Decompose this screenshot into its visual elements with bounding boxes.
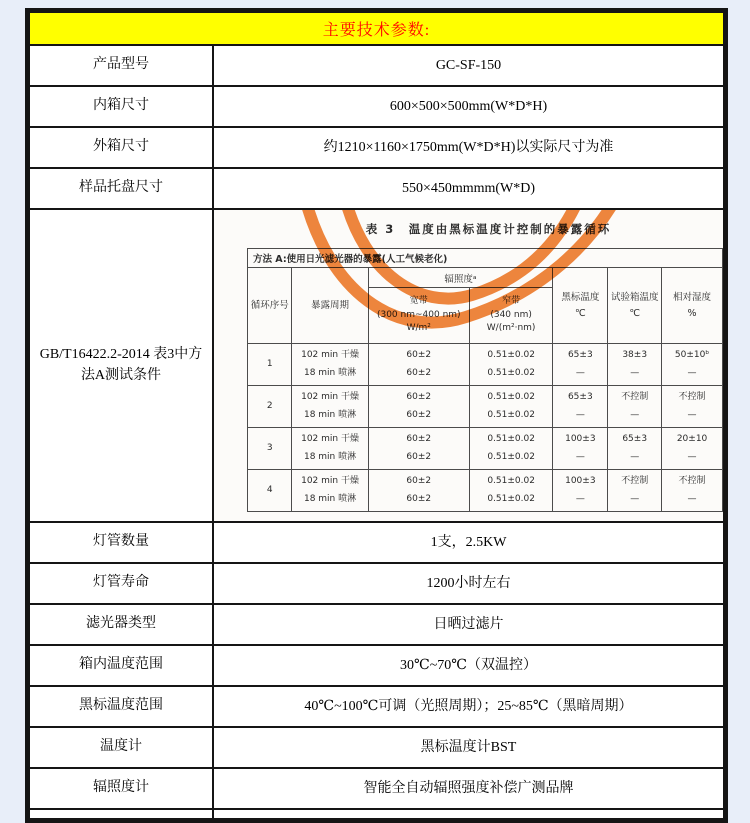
broad-spray: 60±2 [406, 367, 432, 378]
narrowband-unit: W/(m²·nm) [486, 323, 536, 334]
broad-dry: 60±2 [406, 434, 432, 445]
chamber-spray: — [630, 451, 640, 462]
chamber-dry: 65±3 [622, 434, 648, 445]
narrow-dry: 0.51±0.02 [487, 392, 535, 403]
exposure-period-cell [292, 470, 368, 512]
narrowband-cell [469, 386, 552, 428]
chamber-cell [608, 428, 662, 470]
bst-dry: 100±3 [565, 434, 596, 445]
param-value: 40℃~100℃可调（光照周期）；25~85℃（黑暗周期） [304, 698, 633, 714]
chamber-cell [608, 470, 662, 512]
sheet-title-bar [30, 13, 723, 44]
chamber-dry: 不控制 [621, 476, 649, 487]
col-cycle-no: 循环序号 [248, 268, 292, 344]
rh-dry: 不控制 [678, 476, 706, 487]
param-value: 智能全自动辐照强度补偿广测品牌 [363, 780, 574, 796]
cycle-no: 3 [248, 428, 292, 470]
chamber-spray: — [630, 493, 640, 504]
param-label: 辐照度计 [30, 769, 214, 808]
narrowband-cell [469, 470, 552, 512]
col-relative-humidity [662, 268, 723, 344]
table-row [30, 644, 723, 685]
param-value: 黑标温度计BST [420, 739, 517, 755]
rh-spray: — [687, 493, 697, 504]
cycle-no: 1 [248, 344, 292, 386]
col-chamber-unit: ℃ [629, 307, 641, 319]
gb-test-conditions-row [30, 208, 723, 521]
narrow-spray: 0.51±0.02 [487, 451, 535, 462]
table-row [30, 167, 723, 208]
table-row [30, 126, 723, 167]
period-spray: 18 min 喷淋 [303, 451, 357, 462]
scan-table-title: 表 3 温度由黑标温度计控制的暴露循环 [365, 222, 612, 236]
bst-cell [553, 428, 608, 470]
bst-cell [553, 470, 608, 512]
param-label: 外箱尺寸 [30, 128, 214, 167]
param-label: 样品托盘尺寸 [30, 169, 214, 208]
rh-spray: — [687, 367, 697, 378]
cycle-row-2 [248, 386, 723, 428]
exposure-period-cell [292, 386, 368, 428]
col-irradiance: 辐照度ᵃ [368, 268, 553, 288]
broad-dry: 60±2 [406, 476, 432, 487]
rh-dry: 50±10ᵇ [674, 350, 710, 361]
broad-dry: 60±2 [406, 392, 432, 403]
broadband-cell [368, 386, 469, 428]
bst-cell [553, 344, 608, 386]
param-label: 滤光器类型 [30, 605, 214, 644]
table-row [30, 521, 723, 562]
period-dry: 102 min 干燥 [301, 350, 359, 361]
param-value: 30℃~70℃（双温控） [400, 657, 537, 673]
narrow-dry: 0.51±0.02 [487, 434, 535, 445]
bst-spray: — [575, 451, 585, 462]
col-bst-name: 黑标温度 [561, 292, 600, 304]
method-a-header: 方法 A:使用日光滤光器的暴露(人工气候老化) [248, 249, 723, 268]
period-spray: 18 min 喷淋 [303, 367, 357, 378]
param-label: 黑标温度范围 [30, 687, 214, 726]
param-label: GB/T16422.2-2014 表3中方法A测试条件 [30, 210, 214, 521]
chamber-cell [608, 386, 662, 428]
bst-spray: — [575, 409, 585, 420]
exposure-period-cell [292, 344, 368, 386]
cycle-row-1 [248, 344, 723, 386]
cycle-no: 4 [248, 470, 292, 512]
broadband-range: (300 nm~400 nm) [376, 309, 461, 320]
broad-spray: 60±2 [406, 409, 432, 420]
rh-dry: 不控制 [678, 392, 706, 403]
narrowband-cell [469, 428, 552, 470]
param-value: 600×500×500mm(W*D*H) [389, 98, 548, 114]
period-spray: 18 min 喷淋 [303, 409, 357, 420]
broadband-name: 宽带 [409, 296, 428, 307]
chamber-spray: — [630, 367, 640, 378]
param-label: 灯管寿命 [30, 564, 214, 603]
param-value: 1支，2.5KW [430, 534, 507, 550]
exposure-period-cell [292, 428, 368, 470]
table-row [30, 85, 723, 126]
col-exposure-period: 暴露周期 [292, 268, 368, 344]
col-rh-name: 相对湿度 [673, 292, 712, 304]
cycle-no: 2 [248, 386, 292, 428]
param-label: 灯管数量 [30, 523, 214, 562]
broadband-unit: W/m² [406, 323, 431, 334]
chamber-dry: 38±3 [622, 350, 648, 361]
exposure-cycle-table [247, 248, 723, 512]
bst-spray: — [575, 493, 585, 504]
bst-dry: 65±3 [567, 392, 593, 403]
param-value: 约1210×1160×1750mm(W*D*H)以实际尺寸为准 [323, 139, 614, 155]
param-value: 550×450mmmm(W*D) [401, 180, 536, 196]
broad-dry: 60±2 [406, 350, 432, 361]
broadband-cell [368, 344, 469, 386]
broadband-cell [368, 428, 469, 470]
param-label: 内箱尺寸 [30, 87, 214, 126]
col-chamber-temp [608, 268, 662, 344]
bst-spray: — [575, 367, 585, 378]
sheet-title: 主要技术参数: [322, 22, 431, 39]
cycle-row-3 [248, 428, 723, 470]
narrowband-name: 窄带 [502, 296, 521, 307]
chamber-cell [608, 344, 662, 386]
broadband-cell [368, 470, 469, 512]
rh-spray: — [687, 451, 697, 462]
gb-table3-scan [214, 210, 723, 521]
param-value: 1200小时左右 [426, 575, 511, 591]
bst-dry: 65±3 [567, 350, 593, 361]
period-dry: 102 min 干燥 [301, 434, 359, 445]
param-value: 日晒过滤片 [433, 616, 504, 632]
rh-cell [662, 470, 723, 512]
chamber-spray: — [630, 409, 640, 420]
table-row [30, 726, 723, 767]
col-black-standard-temp [553, 268, 608, 344]
narrow-spray: 0.51±0.02 [487, 493, 535, 504]
rh-dry: 20±10 [676, 434, 708, 445]
chamber-dry: 不控制 [621, 392, 649, 403]
table-row-cutoff [30, 808, 723, 818]
table-row [30, 562, 723, 603]
period-dry: 102 min 干燥 [301, 476, 359, 487]
broad-spray: 60±2 [406, 451, 432, 462]
rh-spray: — [687, 409, 697, 420]
rh-cell [662, 386, 723, 428]
col-rh-unit: % [687, 307, 697, 319]
narrow-spray: 0.51±0.02 [487, 409, 535, 420]
table-row [30, 603, 723, 644]
param-label: 温度计 [30, 728, 214, 767]
col-chamber-name: 试验箱温度 [610, 292, 659, 304]
param-label [30, 810, 214, 818]
rh-cell [662, 428, 723, 470]
broad-spray: 60±2 [406, 493, 432, 504]
narrow-spray: 0.51±0.02 [487, 367, 535, 378]
cycle-row-4 [248, 470, 723, 512]
param-value: GC-SF-150 [435, 57, 502, 73]
bst-dry: 100±3 [565, 476, 596, 487]
col-bst-unit: ℃ [574, 307, 586, 319]
narrowband-range: (340 nm) [490, 309, 532, 320]
param-value [214, 810, 723, 818]
rh-cell [662, 344, 723, 386]
param-label: 箱内温度范围 [30, 646, 214, 685]
col-narrowband [469, 288, 552, 344]
narrowband-cell [469, 344, 552, 386]
period-dry: 102 min 干燥 [301, 392, 359, 403]
table-row [30, 767, 723, 808]
col-broadband [368, 288, 469, 344]
table-row [30, 685, 723, 726]
spec-sheet-table [25, 8, 728, 823]
table-row [30, 44, 723, 85]
narrow-dry: 0.51±0.02 [487, 350, 535, 361]
bst-cell [553, 386, 608, 428]
narrow-dry: 0.51±0.02 [487, 476, 535, 487]
param-label: 产品型号 [30, 46, 214, 85]
period-spray: 18 min 喷淋 [303, 493, 357, 504]
